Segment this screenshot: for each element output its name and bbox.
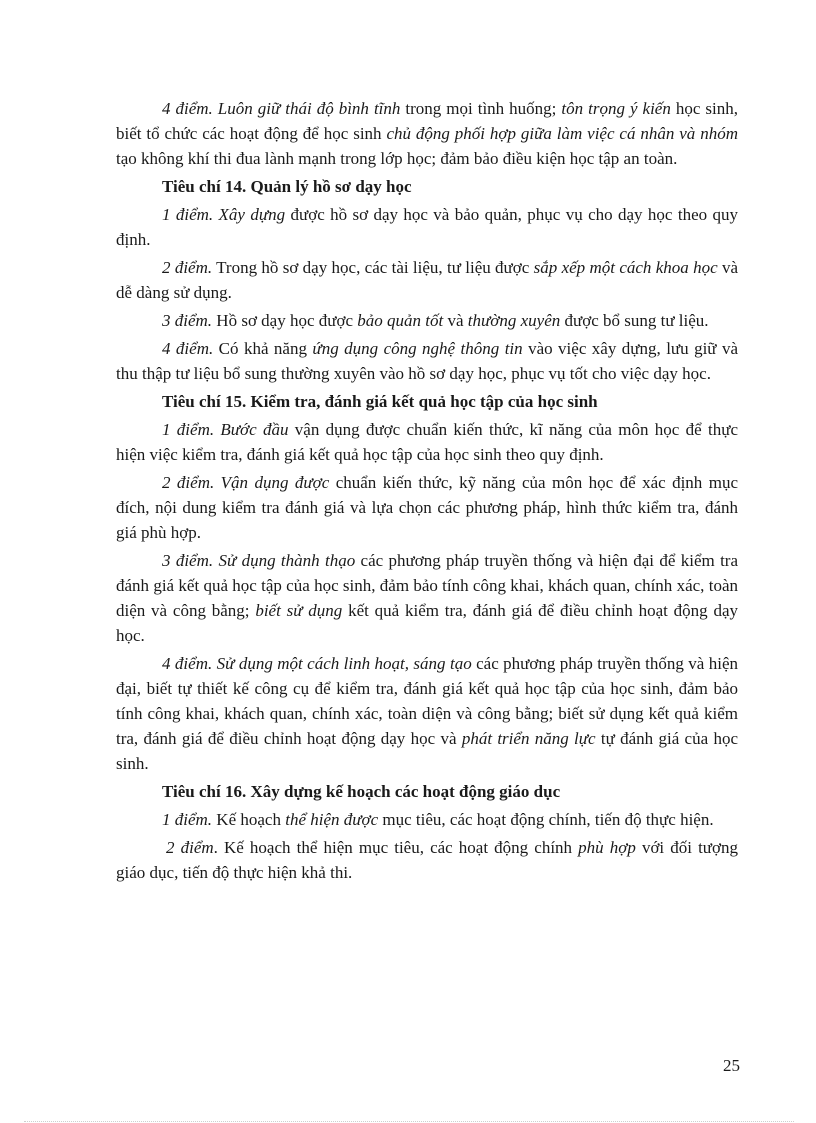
italic-text: phù hợp <box>578 838 636 857</box>
italic-text: 4 điểm. <box>162 339 214 358</box>
italic-text: sắp xếp một cách khoa học <box>533 258 718 277</box>
paragraph <box>116 417 738 467</box>
text-run: chuẩn kiến thức, kỹ năng của môn học để xác định mục đích, nội dung kiểm tra đánh giá và lựa chọn các phương pháp, hình thức kiểm tra, đánh giá phù hợp. <box>116 473 739 542</box>
text-run: các phương pháp truyền thống và hiện đại, biết tự thiết kế công cụ để kiểm tra, đánh giá kết quả học tập của học sinh, đảm bảo tính công khai, khách quan, chính xác, toàn diện và công bằng; biết sử dụng kết quả kiểm tra, đánh giá để điều chỉnh hoạt động dạy học và <box>116 654 738 748</box>
text-run: trong mọi tình huống; <box>400 99 562 118</box>
paragraph <box>116 470 738 545</box>
italic-text: phát triển năng lực <box>461 729 596 748</box>
page-bottom-rule <box>24 1121 794 1122</box>
text-run: Trong hồ sơ dạy học, các tài liệu, tư liệu được <box>212 258 534 277</box>
italic-text: 3 điểm. Sử dụng thành thạo <box>162 551 356 570</box>
section-heading <box>116 779 738 804</box>
text-run: và <box>443 311 468 330</box>
italic-text: 2 điểm. Vận dụng được <box>162 473 330 492</box>
section-heading <box>116 389 738 414</box>
text-run: Tiêu chí 16. Xây dựng kế hoạch các hoạt động giáo dục <box>162 782 561 801</box>
italic-text: tôn trọng ý kiến <box>561 99 671 118</box>
paragraph <box>116 96 738 171</box>
italic-text: thể hiện được <box>285 810 379 829</box>
text-run: . Kế hoạch thể hiện mục tiêu, các hoạt động chính <box>213 838 579 857</box>
text-run: được bổ sung tư liệu. <box>560 311 709 330</box>
text-run: mục tiêu, các hoạt động chính, tiến độ thực hiện. <box>378 810 714 829</box>
italic-text: 4 điểm. Luôn giữ thái độ bình tĩnh <box>162 99 401 118</box>
text-run: vận dụng được chuẩn kiến thức, kĩ năng của môn học để thực hiện việc kiểm tra, đánh giá kết quả học tập của học sinh theo quy định. <box>116 420 738 464</box>
text-run: Kế hoạch <box>212 810 286 829</box>
text-run: được hồ sơ dạy học và bảo quản, phục vụ cho dạy học theo quy định. <box>116 205 738 249</box>
paragraph <box>116 548 738 648</box>
italic-text: 3 điểm. <box>162 311 213 330</box>
paragraph <box>116 651 738 776</box>
italic-text: ứng dụng công nghệ thông tin <box>312 339 523 358</box>
text-run: Tiêu chí 14. Quản lý hồ sơ dạy học <box>162 177 412 196</box>
text-run: Hồ sơ dạy học được <box>212 311 358 330</box>
italic-text: biết sử dụng <box>255 601 343 620</box>
italic-text: bảo quản tốt <box>357 311 444 330</box>
paragraph <box>116 835 738 885</box>
text-run: và dễ dàng sử dụng. <box>116 258 739 302</box>
text-run: vào việc xây dựng, lưu giữ và thu thập tư liệu bổ sung thường xuyên vào hồ sơ dạy học, phục vụ tốt cho việc dạy học. <box>116 339 738 383</box>
text-run: kết quả kiểm tra, đánh giá để điều chỉnh hoạt động dạy học. <box>116 601 738 645</box>
paragraph <box>116 807 738 832</box>
text-run: học sinh, biết tổ chức các hoạt động để học sinh <box>116 99 739 143</box>
italic-text: thường xuyên <box>467 311 561 330</box>
section-heading <box>116 174 738 199</box>
paragraph <box>116 202 738 252</box>
italic-text: 1 điểm. Xây dựng <box>162 205 286 224</box>
text-run: Có khả năng <box>213 339 313 358</box>
paragraph <box>116 308 738 333</box>
italic-text: chủ động phối hợp giữa làm việc cá nhân và nhóm <box>386 124 738 143</box>
document-body <box>116 96 738 888</box>
page-number: 25 <box>723 1056 740 1075</box>
text-run: Tiêu chí 15. Kiểm tra, đánh giá kết quả học tập của học sinh <box>162 392 598 411</box>
italic-text: 2 điểm. <box>162 258 213 277</box>
italic-text: 2 điểm <box>166 838 214 857</box>
italic-text: 1 điểm. Bước đầu <box>162 420 289 439</box>
text-run: với đối tượng giáo dục, tiến độ thực hiện khả thi. <box>116 838 739 882</box>
italic-text: 4 điểm. Sử dụng một cách linh hoạt, sáng tạo <box>162 654 472 673</box>
text-run: tự đánh giá của học sinh. <box>116 729 738 773</box>
paragraph <box>116 336 738 386</box>
text-run: tạo không khí thi đua lành mạnh trong lớp học; đảm bảo điều kiện học tập an toàn. <box>116 149 678 168</box>
paragraph <box>116 255 738 305</box>
text-run: các phương pháp truyền thống và hiện đại để kiểm tra đánh giá kết quả học tập của học sinh, đảm bảo tính công khai, khách quan, chính xác, toàn diện và công bằng; <box>116 551 738 620</box>
italic-text: 1 điểm. <box>162 810 213 829</box>
